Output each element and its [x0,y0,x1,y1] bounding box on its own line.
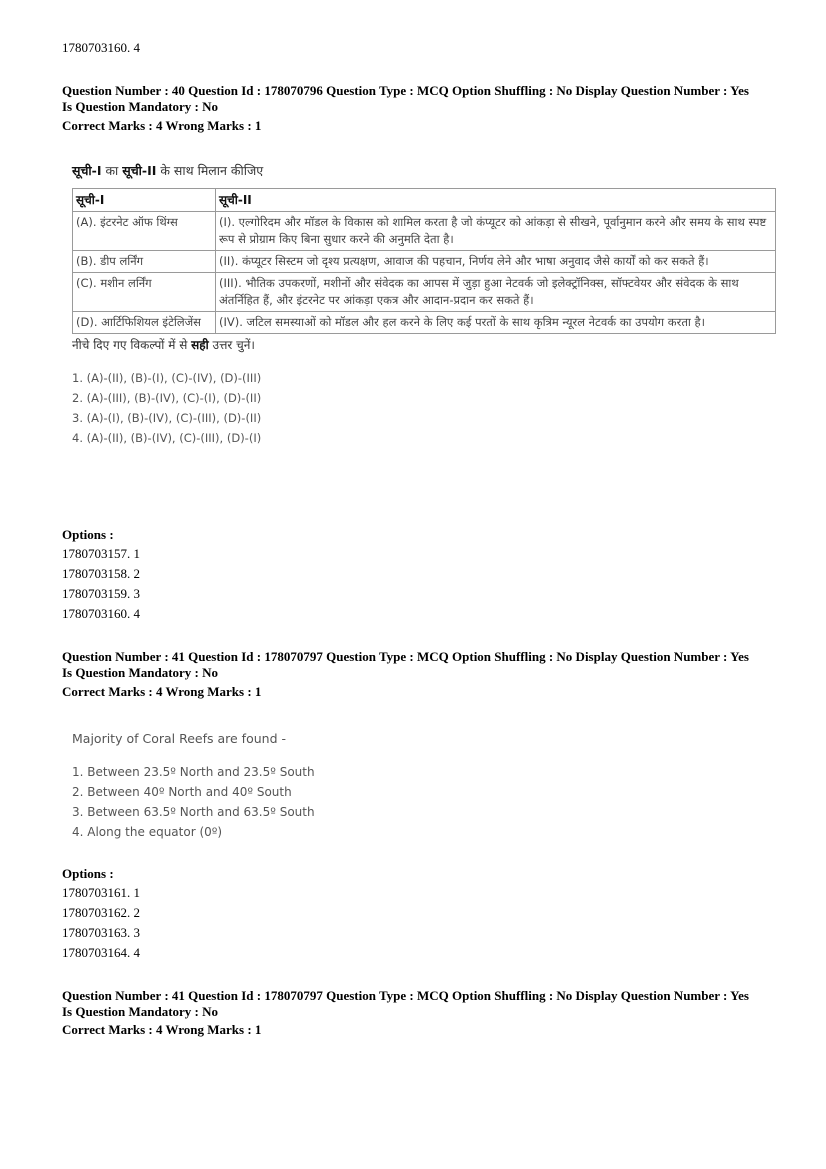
list1-item: (C). मशीन लर्निंग [73,273,216,312]
q40-meta-line1: Question Number : 40 Question Id : 178070796 Question Type : MCQ Option Shuffling : No Display Question Number : Yes [62,83,749,98]
previous-option-id: 1780703160. 4 [62,40,140,55]
match-table-header-row [73,189,776,212]
option-id: 1780703163. 3 [62,925,140,940]
choice-item: 3. Between 63.5º North and 63.5º South [72,805,315,819]
option-id: 1780703162. 2 [62,905,140,920]
list1-item: (A). इंटरनेट ऑफ थिंग्स [73,212,216,251]
table-row [73,312,776,334]
q40-marks: Correct Marks : 4 Wrong Marks : 1 [62,118,262,133]
q41-repeat-meta-line1: Question Number : 41 Question Id : 178070797 Question Type : MCQ Option Shuffling : No Display Question Number : Yes [62,988,749,1003]
table-row [73,273,776,312]
option-id: 1780703160. 4 [62,606,140,621]
choice-item: 1. Between 23.5º North and 23.5º South [72,765,315,779]
table-row [73,212,776,251]
choice-item: 3. (A)-(I), (B)-(IV), (C)-(III), (D)-(II) [72,411,262,425]
option-id: 1780703164. 4 [62,945,140,960]
list2-item: (III). भौतिक उपकरणों, मशीनों और संवेदक का आपस में जुड़ा हुआ नेटवर्क जो इलेक्ट्रॉनिक्स, सॉफ्टवेयर और संवेदक के साथ अंतर्निहित हैं, और इंटरनेट पर आंकड़ा एकत्र और आदान-प्रदान कर सकते हैं। [216,273,776,312]
q40-instruction: सूची-I का सूची-II के साथ मिलान कीजिए [72,163,264,178]
q40-options-label: Options : [62,527,114,542]
q41-meta-line2: Is Question Mandatory : No [62,665,219,680]
q40-choices [72,368,782,448]
q41-repeat-meta-line2: Is Question Mandatory : No [62,1004,219,1019]
option-id: 1780703158. 2 [62,566,140,581]
list1-item: (B). डीप लर्निंग [73,251,216,273]
choice-item: 4. (A)-(II), (B)-(IV), (C)-(III), (D)-(I) [72,431,262,445]
q41-options-label: Options : [62,866,114,881]
q41-stem: Majority of Coral Reefs are found - [72,731,286,746]
q40-meta-line2: Is Question Mandatory : No [62,99,219,114]
list2-item: (I). एल्गोरिदम और मॉडल के विकास को शामिल करता है जो कंप्यूटर को आंकड़ा से सीखने, पूर्वानुमान करने और समय के साथ स्पष्ट रूप से प्रोग्राम किए बिना सुधार करने की अनुमति देता है। [216,212,776,251]
q41-marks: Correct Marks : 4 Wrong Marks : 1 [62,684,262,699]
list2-item: (IV). जटिल समस्याओं को मॉडल और हल करने के लिए कई परतों के साथ कृत्रिम न्यूरल नेटवर्क का उपयोग करता है। [216,312,776,334]
table-row [73,251,776,273]
list1-item: (D). आर्टिफिशियल इंटेलिजेंस [73,312,216,334]
q40-question-image [72,160,782,448]
column-header-list2: सूची-II [216,189,776,212]
q40-match-table [72,188,776,334]
option-id: 1780703157. 1 [62,546,140,561]
option-id: 1780703159. 3 [62,586,140,601]
option-id: 1780703161. 1 [62,885,140,900]
q41-question-image [72,728,472,842]
list2-item: (II). कंप्यूटर सिस्टम जो दृश्य प्रत्यक्षण, आवाज की पहचान, निर्णय लेने और भाषा अनुवाद जैसे कार्यों को कर सकते हैं। [216,251,776,273]
choice-item: 2. Between 40º North and 40º South [72,785,292,799]
q40-choose-instruction: नीचे दिए गए विकल्पों में से सही उत्तर चुनें। [72,338,255,352]
column-header-list1: सूची-I [73,189,216,212]
q41-choices [72,762,472,842]
choice-item: 2. (A)-(III), (B)-(IV), (C)-(I), (D)-(II) [72,391,262,405]
q41-meta-line1: Question Number : 41 Question Id : 178070797 Question Type : MCQ Option Shuffling : No Display Question Number : Yes [62,649,749,664]
q41-repeat-marks: Correct Marks : 4 Wrong Marks : 1 [62,1022,262,1037]
choice-item: 4. Along the equator (0º) [72,825,223,839]
choice-item: 1. (A)-(II), (B)-(I), (C)-(IV), (D)-(III) [72,371,262,385]
